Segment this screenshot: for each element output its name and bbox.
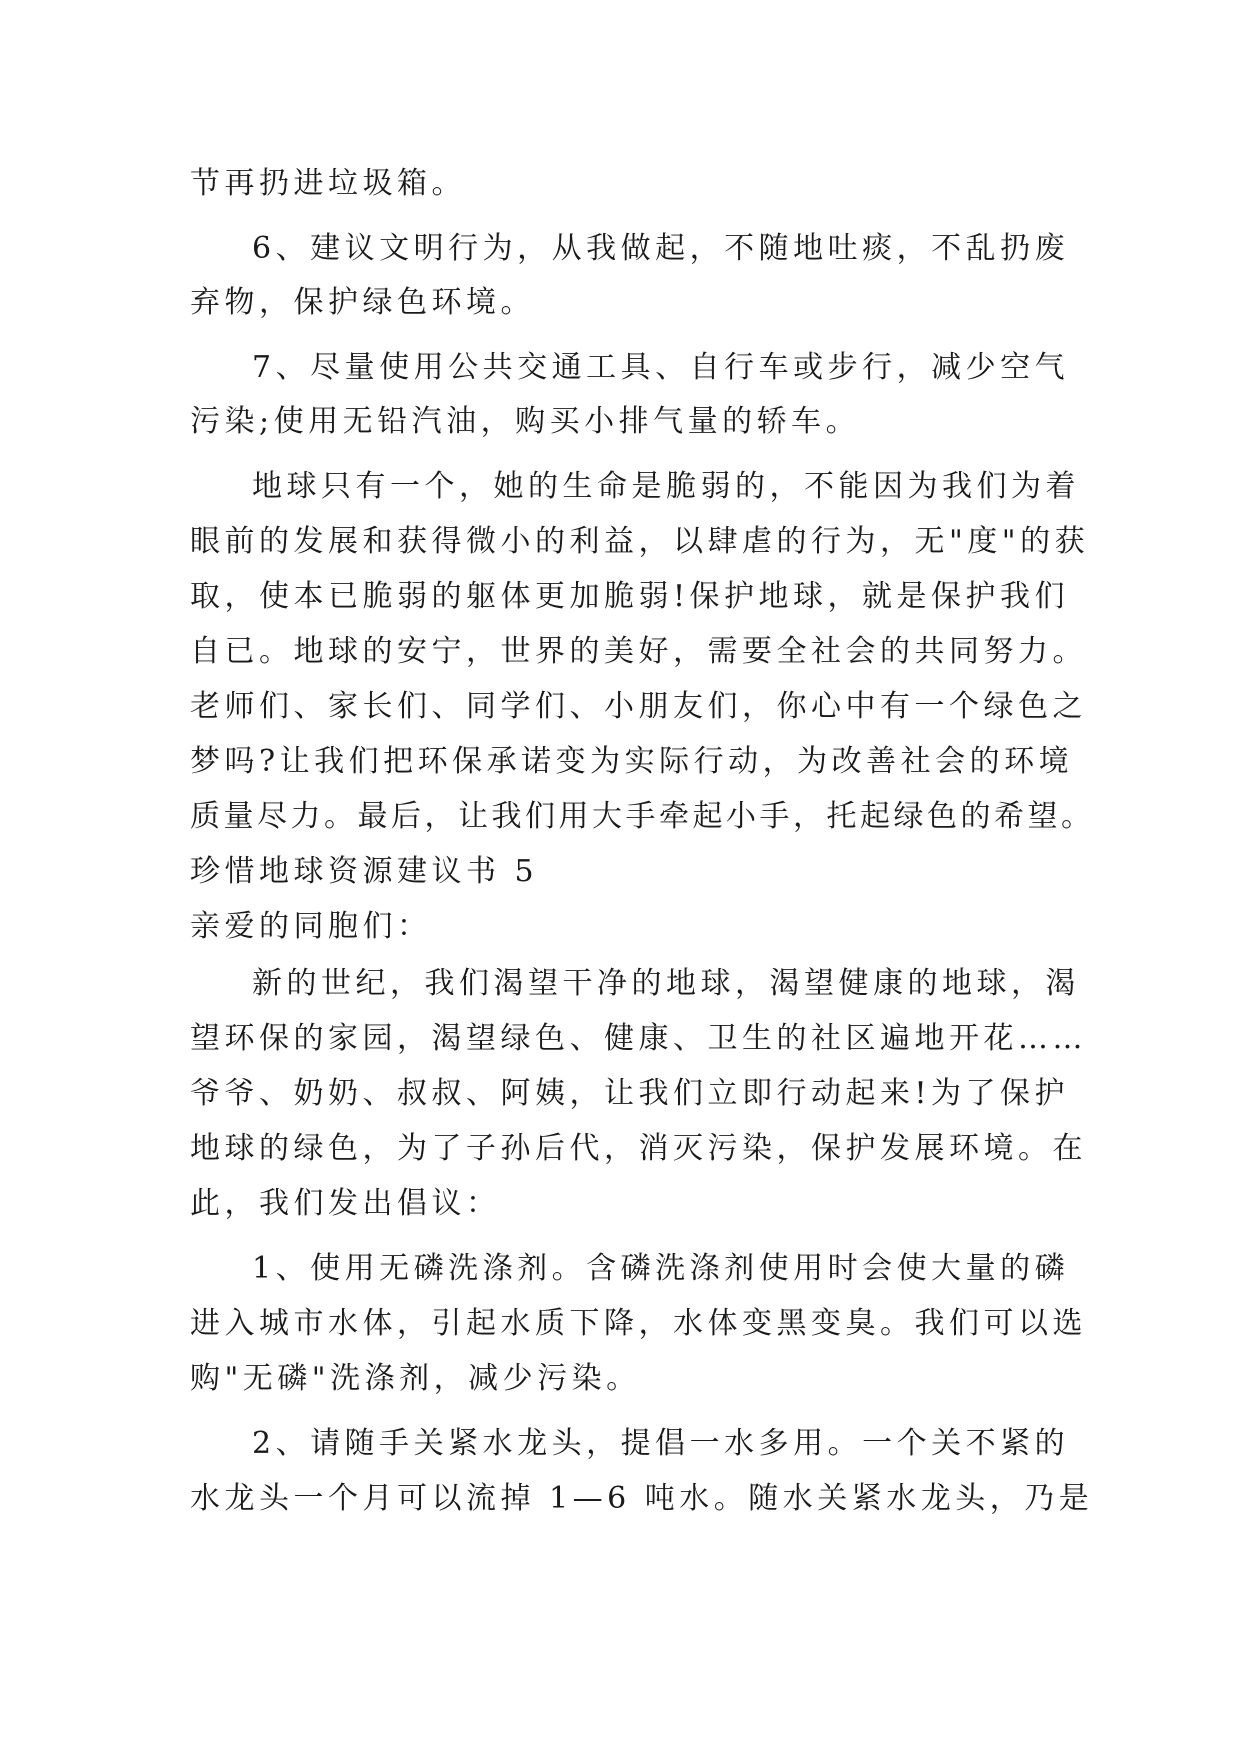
paragraph-line: 1、使用无磷洗涤剂。含磷洗涤剂使用时会使大量的磷 [252, 1251, 1070, 1286]
paragraph-line: 梦吗?让我们把环保承诺变为实际行动，为改善社会的环境 [190, 744, 1074, 779]
paragraph-line: 爷爷、奶奶、叔叔、阿姨，让我们立即行动起来!为了保护 [190, 1076, 1070, 1111]
paragraph-line: 老师们、家长们、同学们、小朋友们，你心中有一个绿色之 [190, 689, 1087, 724]
paragraph-line: 自已。地球的安宁，世界的美好，需要全社会的共同努力。 [190, 634, 1087, 669]
paragraph-line: 弃物，保护绿色环境。 [190, 285, 535, 320]
paragraph-line: 眼前的发展和获得微小的利益，以肆虐的行为，无"度"的获 [190, 524, 1090, 559]
section-title: 珍惜地球资源建议书 5 [190, 854, 539, 889]
paragraph-line: 污染;使用无铅汽油，购买小排气量的轿车。 [190, 404, 861, 439]
paragraph-line: 6、建议文明行为，从我做起，不随地吐痰，不乱扔废 [252, 231, 1070, 266]
paragraph-line: 望环保的家园，渴望绿色、健康、卫生的社区遍地开花…… [190, 1021, 1087, 1056]
paragraph-line: 新的世纪，我们渴望干净的地球，渴望健康的地球，渴 [252, 966, 1080, 1001]
salutation: 亲爱的同胞们： [190, 909, 432, 944]
paragraph-line: 2、请随手关紧水龙头，提倡一水多用。一个关不紧的 [252, 1426, 1070, 1461]
paragraph-line: 购"无磷"洗涤剂，减少污染。 [190, 1361, 641, 1396]
paragraph-line: 此，我们发出倡议： [190, 1186, 501, 1221]
paragraph-line: 节再扔进垃圾箱。 [190, 166, 466, 201]
paragraph-line: 水龙头一个月可以流掉 1—6 吨水。随水关紧水龙头，乃是 [190, 1481, 1094, 1516]
paragraph-line: 质量尽力。最后，让我们用大手牵起小手，托起绿色的希望。 [190, 799, 1095, 834]
paragraph-line: 进入城市水体，引起水质下降，水体变黑变臭。我们可以选 [190, 1306, 1087, 1341]
paragraph-line: 地球只有一个，她的生命是脆弱的，不能因为我们为着 [252, 469, 1080, 504]
paragraph-line: 7、尽量使用公共交通工具、自行车或步行，减少空气 [252, 350, 1070, 385]
paragraph-line: 取，使本已脆弱的躯体更加脆弱!保护地球，就是保护我们 [190, 579, 1070, 614]
paragraph-line: 地球的绿色，为了子孙后代，消灭污染，保护发展环境。在 [190, 1131, 1087, 1166]
